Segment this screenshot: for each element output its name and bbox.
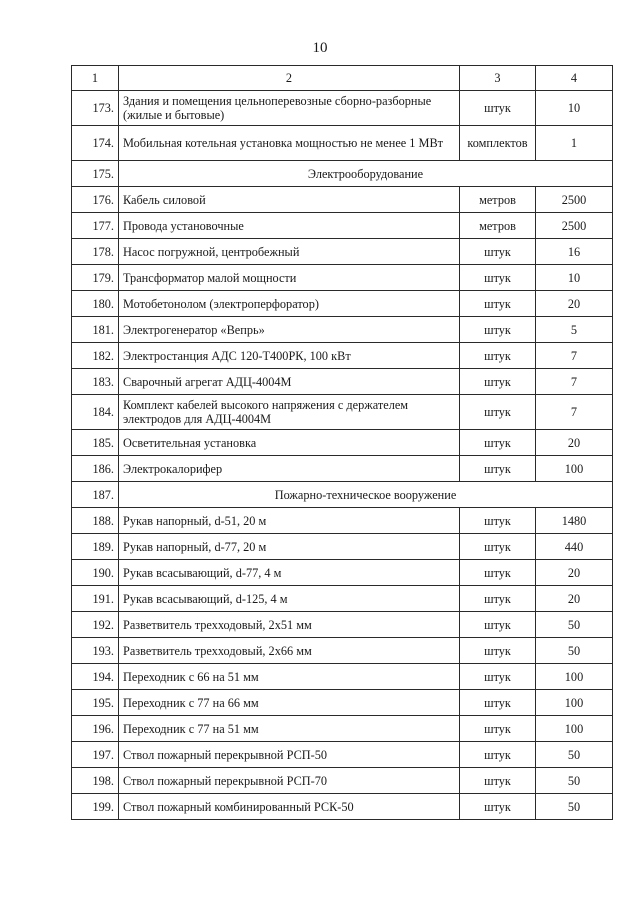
item-name: Рукав напорный, d-77, 20 м xyxy=(119,534,460,560)
row-number: 187. xyxy=(72,482,119,508)
item-name: Рукав напорный, d-51, 20 м xyxy=(119,508,460,534)
item-unit: метров xyxy=(460,213,536,239)
item-quantity: 2500 xyxy=(536,187,613,213)
item-quantity: 10 xyxy=(536,91,613,126)
table-row xyxy=(72,126,613,161)
table-row xyxy=(72,534,613,560)
item-name: Ствол пожарный перекрывной РСП-50 xyxy=(119,742,460,768)
item-quantity: 50 xyxy=(536,742,613,768)
item-name: Рукав всасывающий, d-125, 4 м xyxy=(119,586,460,612)
row-number: 175. xyxy=(72,161,119,187)
item-name: Рукав всасывающий, d-77, 4 м xyxy=(119,560,460,586)
item-unit: штук xyxy=(460,291,536,317)
table-row xyxy=(72,291,613,317)
item-unit: штук xyxy=(460,638,536,664)
item-quantity: 50 xyxy=(536,612,613,638)
item-quantity: 100 xyxy=(536,690,613,716)
item-quantity: 7 xyxy=(536,343,613,369)
item-name: Разветвитель трехходовый, 2х51 мм xyxy=(119,612,460,638)
row-number: 192. xyxy=(72,612,119,638)
row-number: 177. xyxy=(72,213,119,239)
section-title: Пожарно-техническое вооружение xyxy=(119,482,613,508)
item-name: Разветвитель трехходовый, 2х66 мм xyxy=(119,638,460,664)
item-unit: штук xyxy=(460,716,536,742)
row-number: 182. xyxy=(72,343,119,369)
item-name: Электрокалорифер xyxy=(119,456,460,482)
row-number: 179. xyxy=(72,265,119,291)
item-unit: штук xyxy=(460,508,536,534)
item-unit: штук xyxy=(460,742,536,768)
item-quantity: 50 xyxy=(536,768,613,794)
item-name: Мобильная котельная установка мощностью не менее 1 МВт xyxy=(119,126,460,161)
row-number: 180. xyxy=(72,291,119,317)
item-quantity: 1480 xyxy=(536,508,613,534)
item-name: Кабель силовой xyxy=(119,187,460,213)
item-quantity: 100 xyxy=(536,456,613,482)
row-number: 176. xyxy=(72,187,119,213)
item-name: Провода установочные xyxy=(119,213,460,239)
table-body xyxy=(72,66,613,820)
row-number: 190. xyxy=(72,560,119,586)
row-number: 197. xyxy=(72,742,119,768)
row-number: 188. xyxy=(72,508,119,534)
item-unit: штук xyxy=(460,534,536,560)
table-row xyxy=(72,638,613,664)
table-row xyxy=(72,742,613,768)
item-name: Переходник с 77 на 51 мм xyxy=(119,716,460,742)
row-number: 186. xyxy=(72,456,119,482)
table-row xyxy=(72,395,613,430)
table-row xyxy=(72,91,613,126)
item-quantity: 50 xyxy=(536,794,613,820)
item-name: Электрогенератор «Вепрь» xyxy=(119,317,460,343)
row-number: 178. xyxy=(72,239,119,265)
table-row xyxy=(72,369,613,395)
item-unit: штук xyxy=(460,794,536,820)
table-row xyxy=(72,456,613,482)
item-name: Ствол пожарный комбинированный РСК-50 xyxy=(119,794,460,820)
item-unit: штук xyxy=(460,343,536,369)
item-quantity: 20 xyxy=(536,291,613,317)
table-row xyxy=(72,560,613,586)
page-number: 10 xyxy=(312,40,328,56)
item-name: Насос погружной, центробежный xyxy=(119,239,460,265)
row-number: 181. xyxy=(72,317,119,343)
table-row xyxy=(72,508,613,534)
item-name: Переходник с 77 на 66 мм xyxy=(119,690,460,716)
item-unit: штук xyxy=(460,664,536,690)
item-quantity: 100 xyxy=(536,664,613,690)
item-quantity: 20 xyxy=(536,560,613,586)
row-number: 185. xyxy=(72,430,119,456)
item-name: Ствол пожарный перекрывной РСП-70 xyxy=(119,768,460,794)
item-name: Сварочный агрегат АДЦ-4004М xyxy=(119,369,460,395)
item-quantity: 440 xyxy=(536,534,613,560)
item-unit: штук xyxy=(460,456,536,482)
table-row xyxy=(72,187,613,213)
row-number: 174. xyxy=(72,126,119,161)
item-unit: метров xyxy=(460,187,536,213)
item-name: Осветительная установка xyxy=(119,430,460,456)
table-row xyxy=(72,768,613,794)
row-number: 198. xyxy=(72,768,119,794)
row-number: 194. xyxy=(72,664,119,690)
item-quantity: 5 xyxy=(536,317,613,343)
row-number: 191. xyxy=(72,586,119,612)
item-name: Переходник с 66 на 51 мм xyxy=(119,664,460,690)
item-name: Трансформатор малой мощности xyxy=(119,265,460,291)
row-number: 184. xyxy=(72,395,119,430)
item-name: Здания и помещения цельноперевозные сборно-разборные (жилые и бытовые) xyxy=(119,91,460,126)
table-row xyxy=(72,265,613,291)
table-row xyxy=(72,317,613,343)
item-unit: штук xyxy=(460,265,536,291)
item-quantity: 16 xyxy=(536,239,613,265)
table-row xyxy=(72,794,613,820)
item-quantity: 20 xyxy=(536,586,613,612)
row-number: 183. xyxy=(72,369,119,395)
section-title: Электрооборудование xyxy=(119,161,613,187)
table-row xyxy=(72,612,613,638)
item-quantity: 100 xyxy=(536,716,613,742)
item-unit: штук xyxy=(460,317,536,343)
equipment-table xyxy=(71,65,613,820)
column-header: 2 xyxy=(119,66,460,91)
column-header: 1 xyxy=(72,66,119,91)
item-quantity: 7 xyxy=(536,395,613,430)
item-quantity: 1 xyxy=(536,126,613,161)
item-unit: штук xyxy=(460,91,536,126)
table-row xyxy=(72,586,613,612)
item-unit: штук xyxy=(460,239,536,265)
table-row xyxy=(72,716,613,742)
row-number: 173. xyxy=(72,91,119,126)
item-name: Комплект кабелей высокого напряжения с держателем электродов для АДЦ-4004М xyxy=(119,395,460,430)
item-unit: штук xyxy=(460,612,536,638)
item-unit: штук xyxy=(460,690,536,716)
item-quantity: 2500 xyxy=(536,213,613,239)
section-row xyxy=(72,482,613,508)
item-name: Электростанция АДС 120-Т400РК, 100 кВт xyxy=(119,343,460,369)
table-row xyxy=(72,239,613,265)
item-name: Мотобетонолом (электроперфоратор) xyxy=(119,291,460,317)
item-unit: штук xyxy=(460,560,536,586)
table-header-row xyxy=(72,66,613,91)
column-header: 4 xyxy=(536,66,613,91)
item-quantity: 20 xyxy=(536,430,613,456)
row-number: 199. xyxy=(72,794,119,820)
item-unit: штук xyxy=(460,586,536,612)
table-row xyxy=(72,664,613,690)
item-unit: штук xyxy=(460,430,536,456)
item-quantity: 7 xyxy=(536,369,613,395)
item-quantity: 50 xyxy=(536,638,613,664)
row-number: 196. xyxy=(72,716,119,742)
row-number: 195. xyxy=(72,690,119,716)
item-quantity: 10 xyxy=(536,265,613,291)
row-number: 189. xyxy=(72,534,119,560)
row-number: 193. xyxy=(72,638,119,664)
table-row xyxy=(72,343,613,369)
column-header: 3 xyxy=(460,66,536,91)
table-row xyxy=(72,690,613,716)
table-row xyxy=(72,430,613,456)
item-unit: штук xyxy=(460,395,536,430)
item-unit: штук xyxy=(460,369,536,395)
table-row xyxy=(72,213,613,239)
item-unit: комплектов xyxy=(460,126,536,161)
section-row xyxy=(72,161,613,187)
item-unit: штук xyxy=(460,768,536,794)
